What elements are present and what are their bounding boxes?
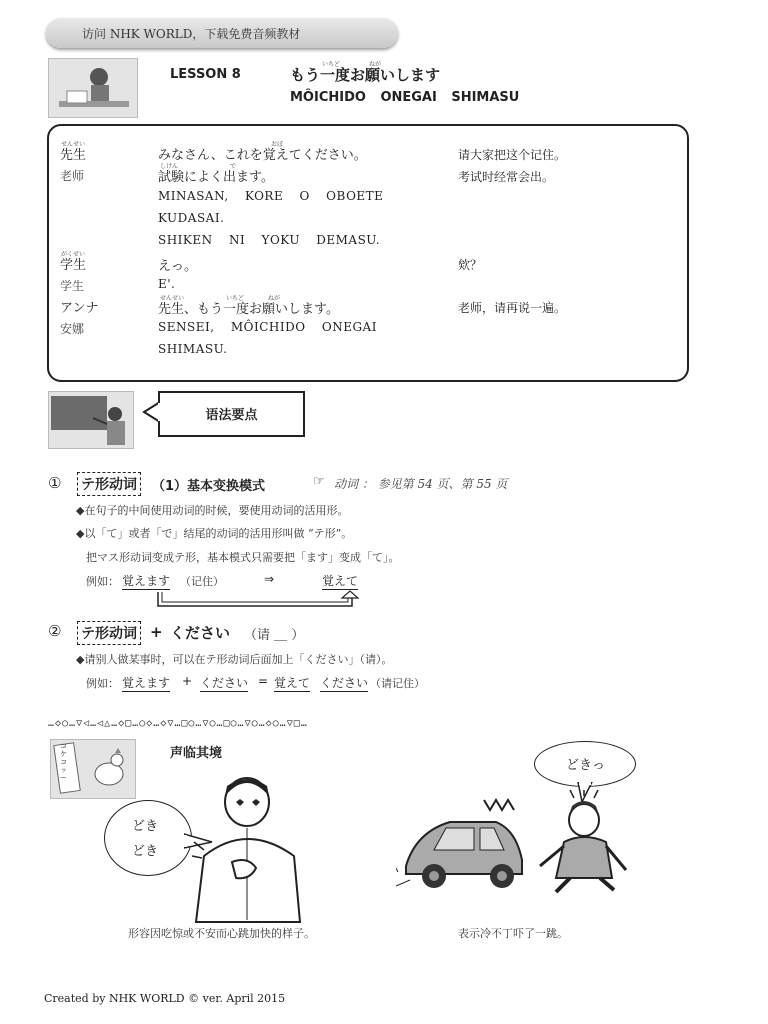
section-2-tag: テ形动词 <box>77 621 141 645</box>
section-2-number: ② <box>48 622 62 640</box>
section-2-gloss: （请 ＿ ） <box>244 628 305 643</box>
section-2-example-plus: + <box>182 674 193 688</box>
section-1-example-gloss: （记住） <box>180 575 224 588</box>
dialog-line-1-cn: 请大家把这个记住。 <box>458 148 567 162</box>
conversion-bracket-arrow <box>152 590 366 614</box>
dialog-line-3-cn: 欸？ <box>458 258 483 272</box>
romaji-4a: SENSEI, MÔICHIDO ONEGAI <box>158 320 377 334</box>
lesson-label: LESSON 8 <box>170 67 241 82</box>
section-2-kudasai: ください <box>170 624 231 642</box>
section-1-title: （1）基本变换模式 <box>152 479 266 494</box>
speaker-gakusei-cn: 学生 <box>60 279 85 293</box>
section-2-example-eq: = <box>258 674 269 688</box>
section-1-example-result: 覚えて <box>322 574 359 588</box>
section-1-number: ① <box>48 474 62 492</box>
ruby-sensei-1: せんせい <box>61 141 86 148</box>
section-1-example-word: 覚えます <box>122 574 171 588</box>
section-1-note-2: ◆以「て」或者「で」结尾的动词的活用形叫做 “テ形”。 <box>76 527 353 540</box>
section-2-example-label: 例如： <box>86 677 119 690</box>
dialog-line-2: 試験によく出ます。 <box>158 170 274 185</box>
teacher-blackboard-icon <box>49 392 133 448</box>
onomatopoeia-title: 声临其境 <box>170 746 223 761</box>
rooster-sign-text: コケコッー <box>60 742 67 782</box>
bubble-1-line-1: どき <box>132 819 159 834</box>
ruby-de: で <box>230 163 237 170</box>
section-2-example-d: ください <box>320 676 369 690</box>
teacher-writing-icon <box>49 59 137 117</box>
ruby-oboe: おぼ <box>271 141 284 148</box>
section-divider: …◇○…▽◁…◁△…◇□…○◇…◇▽…□○…▽○…□○…▽○…◇○…▽□… <box>48 718 308 729</box>
section-1-example-label: 例如： <box>86 575 119 588</box>
speaker-anna: アンナ <box>60 301 99 316</box>
dialog-box <box>47 124 689 382</box>
teacher-illustration <box>48 58 138 118</box>
ruby-nega-2: ねが <box>268 295 281 302</box>
grammar-callout-text: 语法要点 <box>205 408 258 423</box>
section-1-tag: テ形动词 <box>77 472 141 496</box>
bubble-2-text: どきっ <box>566 758 606 773</box>
startled-man-illustration <box>530 790 630 894</box>
romaji-3: E'. <box>158 277 176 291</box>
ruby-gakusei: がくせい <box>61 251 86 258</box>
section-2-example-c: 覚えて <box>274 676 311 690</box>
romaji-1b: KUDASAI. <box>158 211 225 225</box>
speaker-gakusei: 学生 <box>60 258 87 273</box>
speaker-anna-cn: 安娜 <box>60 322 85 336</box>
banner-text: 访问 NHK WORLD，下载免费音频教材 <box>82 27 301 41</box>
section-1-arrow: ⇒ <box>264 572 275 586</box>
top-banner <box>46 18 398 48</box>
section-1-note-1: ◆在句子的中间使用动词的时候，要使用动词的活用形。 <box>76 504 349 517</box>
dialog-line-1: みなさん、これを覚えてください。 <box>158 148 367 163</box>
romaji-1a: MINASAN, KORE O OBOETE <box>158 189 384 203</box>
ruby-shiken: しけん <box>160 163 179 170</box>
section-2-example-a: 覚えます <box>122 676 171 690</box>
nervous-man-illustration <box>192 776 332 926</box>
hand-pointer-icon: ☞ <box>313 474 325 489</box>
speaker-sensei: 先生 <box>60 148 87 163</box>
title-ruby-ichido: いちど <box>322 61 341 68</box>
section-2-note: ◆请别人做某事时，可以在テ形动词后面加上「ください」（请）。 <box>76 653 393 666</box>
section-1-reference: 动词 ： 参见第 54 页、第 55 页 <box>334 477 508 491</box>
section-1-note-3: 把マス形动词变成テ形，基本模式只需要把「ます」变成「て」。 <box>86 551 400 564</box>
ruby-ichido-2: いちど <box>226 295 245 302</box>
grammar-callout <box>158 391 305 437</box>
romaji-2: SHIKEN NI YOKU DEMASU. <box>158 233 381 247</box>
section-2-example-b: ください <box>200 676 249 690</box>
speaker-sensei-cn: 老师 <box>60 169 85 183</box>
title-ruby-nega: ねが <box>369 61 382 68</box>
romaji-4b: SHIMASU. <box>158 342 228 356</box>
footer-credit: Created by NHK WORLD © ver. April 2015 <box>44 992 286 1005</box>
ruby-sensei-2: せんせい <box>160 295 185 302</box>
speech-bubble-dokidoki <box>104 800 192 876</box>
section-2-example-gloss: （请记住） <box>370 677 425 690</box>
dialog-line-4-cn: 老师，请再说一遍。 <box>458 301 567 315</box>
car-illustration <box>396 796 536 896</box>
dialog-line-3: えっ。 <box>158 259 198 274</box>
dialog-line-2-cn: 考试时经常会出。 <box>458 170 555 184</box>
lesson-title-jp: もう一度お願いします <box>290 66 441 84</box>
section-2-plus: + <box>150 623 163 641</box>
callout-pointer-cover <box>158 403 161 421</box>
dialog-line-4: 先生、もう一度お願いします。 <box>158 302 339 317</box>
bubble-1-line-2: どき <box>132 844 159 859</box>
lesson-title-romaji: MÔICHIDO ONEGAI SHIMASU <box>290 90 520 105</box>
caption-dokitt: 表示冷不丁吓了一跳。 <box>458 927 568 940</box>
blackboard-illustration <box>48 391 134 449</box>
caption-dokidoki: 形容因吃惊或不安而心跳加快的样子。 <box>128 927 315 940</box>
